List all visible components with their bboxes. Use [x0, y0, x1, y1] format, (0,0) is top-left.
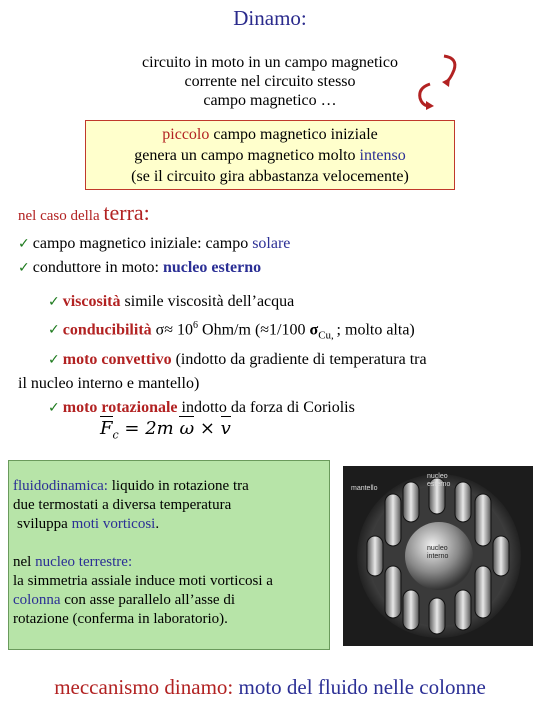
box-emphasis: piccolo — [162, 126, 210, 143]
box-paragraph: rotazione (conferma in laboratorio). — [13, 611, 228, 627]
curved-arrow-icon — [414, 80, 436, 110]
rotating-columns-image — [343, 466, 533, 646]
conclusion-text: moto del fluido nelle colonne — [233, 675, 486, 699]
list-item: ✓ moto convettivo (indotto da gradiente di temperatura tra — [48, 350, 427, 368]
terra-word: terra: — [103, 200, 150, 225]
box-paragraph: nel nucleo terrestre: — [13, 554, 133, 570]
slide-title: Dinamo: — [233, 6, 307, 30]
properties-list — [18, 290, 518, 420]
label-outer-core: nucleo — [427, 473, 448, 480]
intro-line-2: corrente nel circuito stesso — [184, 73, 356, 90]
list-item-continuation: il nucleo interno e mantello) — [18, 374, 200, 392]
box-line-1 — [86, 124, 454, 145]
check-icon: ✓ — [18, 260, 30, 276]
fluid-dynamics-box — [8, 460, 330, 650]
conditions-list — [18, 232, 290, 280]
conclusion-key: meccanismo dinamo: — [54, 675, 234, 699]
list-item: ✓ campo magnetico iniziale: campo solare — [18, 235, 291, 252]
highlight-box — [85, 120, 455, 190]
check-icon: ✓ — [48, 322, 60, 339]
label-outer-core-2: esterno — [427, 481, 451, 488]
list-item: ✓ moto rotazionale indotto da forza di Coriolis — [48, 398, 355, 416]
check-icon: ✓ — [48, 294, 60, 310]
lab-experiment-photo — [343, 466, 533, 646]
box-emphasis: intenso — [359, 147, 406, 164]
label-inner-core: nucleo — [427, 545, 448, 552]
list-item: ✓ viscosità simile viscosità dell’acqua — [48, 293, 295, 310]
box-paragraph: sviluppa moti vorticosi. — [17, 516, 160, 532]
check-icon: ✓ — [48, 399, 60, 416]
terra-heading — [18, 200, 150, 226]
intro-text — [80, 53, 460, 110]
box-paragraph: fluidodinamica: liquido in rotazione tra — [13, 478, 249, 494]
box-text: campo magnetico iniziale — [209, 126, 378, 143]
box-paragraph: colonna con asse parallelo all’asse di — [13, 592, 235, 608]
terra-prefix: nel caso della — [18, 208, 104, 224]
conclusion-line — [0, 675, 540, 700]
check-icon: ✓ — [48, 351, 60, 368]
list-item: ✓ conducibilità $\sigma\approx 10^6$ Ohm/m (≈1/100 $\sigma_{Cu,}$ ; molto alta) — [48, 320, 415, 342]
box-paragraph: la simmetria assiale induce moti vorticosi a — [13, 573, 273, 589]
box-line-3: (se il circuito gira abbastanza velocemente) — [131, 168, 409, 185]
list-item: ✓ conduttore in moto: nucleo esterno — [18, 259, 262, 276]
formula-lhs: F — [100, 418, 113, 439]
box-line-2 — [86, 145, 454, 166]
curved-arrow-icon — [440, 52, 462, 88]
label-mantle: mantello — [351, 485, 378, 492]
intro-line-1: circuito in moto in un campo magnetico — [142, 54, 398, 71]
box-paragraph: due termostati a diversa temperatura — [13, 497, 232, 513]
intro-line-3: campo magnetico … — [203, 92, 337, 109]
box-text: genera un campo magnetico molto — [134, 147, 360, 164]
check-icon: ✓ — [18, 236, 30, 252]
coriolis-formula: $F_c = 2m$ ω × v — [100, 418, 231, 442]
label-inner-core-2: interno — [427, 553, 449, 560]
